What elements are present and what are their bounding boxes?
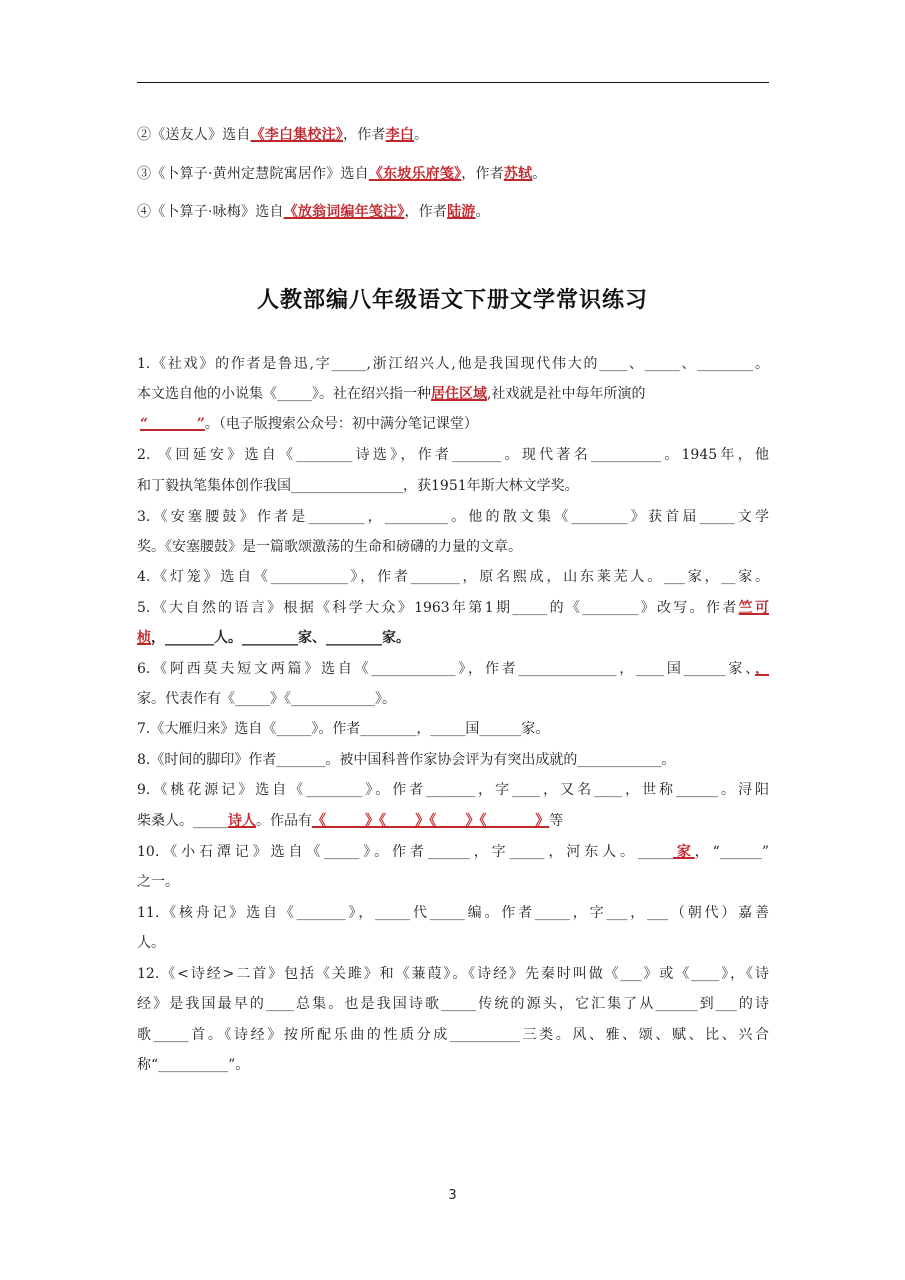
- q9-line-2: 柴桑人。_____诗人。作品有《 》《 》《 》《 》等: [137, 813, 564, 829]
- header-item-4: ④《卜算子·咏梅》选自《放翁词编年笺注》，作者陆游。: [137, 204, 490, 220]
- q12-line-3: 歌_____首。《诗经》按所配乐曲的性质分成__________三类。风、雅、颂、赋、比、兴合: [137, 1027, 769, 1043]
- source-book: 《东坡乐府笺》: [368, 166, 462, 182]
- q12-line-4: 称“__________”。: [137, 1057, 250, 1073]
- q6-line-1: 6.《阿西莫夫短文两篇》选自《____________》，作者______________，____国______家、，: [137, 661, 769, 677]
- author-name: 陆游: [447, 204, 476, 220]
- q10-line-1: 10.《小石潭记》选自《_____》。作者______，字_____，河东人。_____家，“______”: [137, 844, 769, 860]
- header-rule: [137, 82, 769, 83]
- q9-line-1: 9.《桃花源记》选自《________》。作者_______，字____，又名____，世称______。浔阳: [137, 782, 769, 798]
- q2-line-2: 和丁毅执笔集体创作我国________________，获1951年斯大林文学奖。: [137, 478, 579, 494]
- q1-line-1: 1.《社戏》的作者是鲁迅,字_____,浙江绍兴人,他是我国现代伟大的____、_____、________。: [137, 356, 769, 372]
- q11-line-2: 人。: [137, 935, 165, 951]
- q4-line: 4.《灯笼》选自《___________》，作者_______，原名熙成，山东莱芜人。___家，__家。: [137, 569, 769, 585]
- source-book: 《李白集校注》: [250, 127, 344, 143]
- q8-line: 8.《时间的脚印》作者_______。被中国科普作家协会评为有突出成就的____________。: [137, 752, 676, 768]
- q3-line-2: 奖。《安塞腰鼓》是一篇歌颂激荡的生命和磅礴的力量的文章。: [137, 539, 522, 555]
- q12-line-1: 12.《<诗经>二首》包括《关雎》和《蒹葭》。《诗经》先秦时叫做《___》或《____》，《诗: [137, 966, 769, 982]
- header-item-2: ②《送友人》选自《李白集校注》，作者李白。: [137, 127, 429, 143]
- q5-line-2: 桢，_______人。________家、________家。: [137, 630, 410, 646]
- q12-line-2: 经》是我国最早的____总集。也是我国诗歌_____传统的源头，它汇集了从______到___的诗: [137, 996, 769, 1012]
- q11-line-1: 11.《核舟记》选自《_______》，_____代_____编。作者_____，字___，___（朝代）嘉善: [137, 905, 769, 921]
- q6-line-2: 家。代表作有《_____》《____________》。: [137, 691, 396, 707]
- q10-line-2: 之一。: [137, 874, 179, 890]
- source-book: 《放翁词编年笺注》: [283, 204, 405, 220]
- q5-line-1: 5.《大自然的语言》根据《科学大众》1963年第1期_____的《________》改写。作者竺可: [137, 600, 769, 616]
- q7-line: 7.《大雁归来》选自《_____》。作者________，_____国______家。: [137, 721, 550, 737]
- q1-line-2: 本文选自他的小说集《_____》。社在绍兴指一种居住区域,社戏就是社中每年所演的: [137, 386, 646, 402]
- page-title: 人教部编八年级语文下册文学常识练习: [256, 288, 648, 313]
- author-name: 苏轼: [503, 166, 533, 182]
- q2-line-1: 2. 《回延安》选自《________诗选》，作者_______。现代著名__________。1945年，他: [137, 447, 769, 463]
- q3-line-1: 3.《安塞腰鼓》作者是________，_________。他的散文集《________》获首届_____文学: [137, 509, 769, 525]
- author-name: 李白: [385, 127, 415, 143]
- header-item-3: ③《卜算子·黄州定慧院寓居作》选自《东坡乐府笺》，作者苏轼。: [137, 166, 547, 182]
- page-number: 3: [448, 1188, 457, 1203]
- q1-line-3: “ ”。（电子版搜索公众号：初中满分笔记课堂）: [140, 416, 478, 432]
